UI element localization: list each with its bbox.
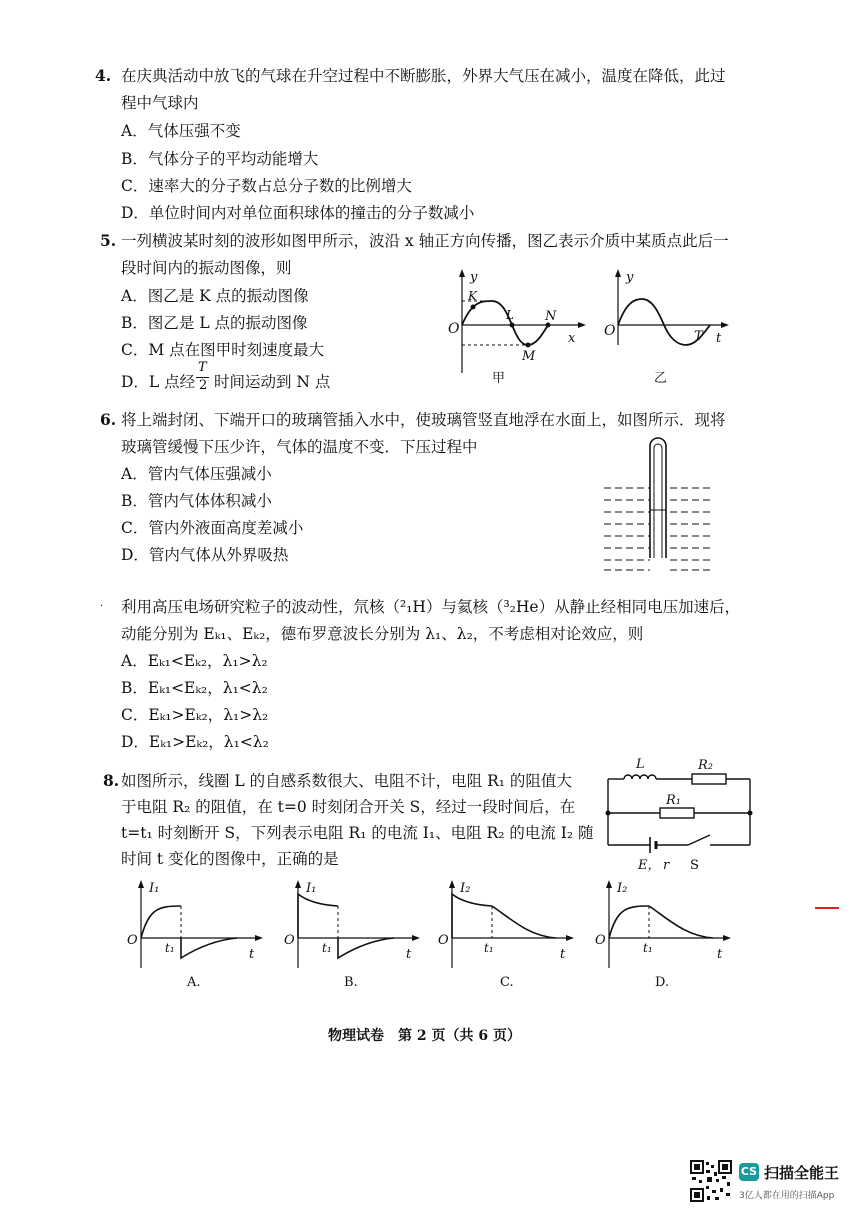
q4-stem-line2: 程中气球内 — [121, 94, 199, 112]
q5-number: 5. — [100, 231, 117, 250]
jia-origin-label: O — [448, 321, 460, 337]
circuit-diagram — [600, 755, 760, 880]
q4-option-a: A．气体压强不变 — [121, 122, 241, 140]
resistor-r1 — [660, 808, 694, 818]
q8-stem-line2: 于电阻 R₂ 的阻值，在 t=0 时刻闭合开关 S，经过一段时间后，在 — [121, 798, 576, 816]
yi-caption: 乙 — [654, 371, 668, 386]
inductor-label: L — [636, 757, 645, 772]
yi-origin-label: O — [604, 323, 616, 339]
q6-option-d: D．管内气体从外界吸热 — [121, 546, 289, 564]
camscanner-logo-icon: CS — [739, 1163, 759, 1181]
vibration-figure-yi — [600, 265, 735, 385]
jia-y-arrow — [459, 269, 465, 277]
jia-point-m — [526, 343, 531, 348]
camscanner-tagline: 3亿人都在用的扫描App — [739, 1191, 835, 1201]
graph-d-ylabel: I₂ — [617, 881, 628, 896]
tube-mask — [650, 482, 666, 576]
graph-b-ylabel: I₁ — [306, 881, 317, 896]
q5-option-c: C．M 点在图甲时刻速度最大 — [121, 341, 325, 359]
graph-c-origin: O — [438, 933, 449, 948]
resistor-r2 — [692, 774, 726, 784]
q7-option-b: B．Eₖ₁<Eₖ₂，λ₁<λ₂ — [121, 679, 268, 697]
switch-label: S — [690, 858, 699, 873]
jia-k-label: K — [468, 289, 477, 303]
jia-x-arrow — [578, 322, 586, 328]
wave-figure-jia — [440, 265, 590, 385]
jia-n-label: N — [545, 309, 557, 324]
graph-b-caption: B. — [344, 975, 358, 990]
graph-b-origin: O — [284, 933, 295, 948]
jia-m-label: M — [522, 349, 536, 364]
junction-right — [748, 811, 753, 816]
r2-label: R₂ — [698, 758, 713, 773]
yi-y-label: y — [626, 270, 634, 285]
q6-option-c: C．管内外液面高度差减小 — [121, 519, 304, 537]
emf-label: E， — [638, 858, 661, 873]
q8-stem-line1: 如图所示，线圈 L 的自感系数很大、电阻不计，电阻 R₁ 的阻值大 — [121, 772, 572, 790]
graph-c-caption: C. — [500, 975, 514, 990]
jia-x-label: x — [568, 331, 576, 346]
graph-option-c — [436, 878, 581, 988]
jia-caption: 甲 — [492, 371, 506, 386]
graph-d-caption: D. — [655, 975, 670, 990]
graph-d-origin: O — [595, 933, 606, 948]
q5-stem-line1: 一列横波某时刻的波形如图甲所示，波沿 x 轴正方向传播，图乙表示介质中某质点此后一 — [121, 232, 729, 250]
q6-option-a: A．管内气体压强减小 — [121, 465, 272, 483]
switch-s — [688, 835, 710, 845]
yi-y-arrow — [615, 269, 621, 277]
graph-b-t: t — [406, 947, 412, 962]
q4-stem-line1: 在庆典活动中放飞的气球在升空过程中不断膨胀，外界大气压在减小，温度在降低，此过 — [121, 67, 726, 85]
graph-c-t1: t₁ — [484, 941, 494, 955]
yi-t-arrow — [721, 322, 729, 328]
qr-code-icon — [690, 1160, 732, 1202]
q8-stem-line3: t=t₁ 时刻断开 S，下列表示电阻 R₁ 的电流 I₁、电阻 R₂ 的电流 I₂ 随 — [121, 824, 594, 842]
q5-option-d-post: 时间运动到 N 点 — [214, 373, 331, 391]
jia-l-label: L — [506, 308, 514, 322]
q5-option-b: B．图乙是 L 点的振动图像 — [121, 314, 308, 332]
jia-y-label: y — [470, 270, 478, 285]
graph-option-b — [282, 878, 427, 988]
q4-number: 4. — [95, 66, 112, 85]
graph-b-t1: t₁ — [322, 941, 332, 955]
red-margin-mark — [815, 907, 839, 909]
graph-a-ylabel: I₁ — [149, 881, 160, 896]
yi-t-label: t — [716, 331, 722, 346]
q4-option-c: C．速率大的分子数占总分子数的比例增大 — [121, 177, 412, 195]
q8-number: 8. — [103, 771, 120, 790]
r1-label: R₁ — [666, 793, 681, 808]
graph-c-t: t — [560, 947, 566, 962]
graph-c-ylabel: I₂ — [460, 881, 471, 896]
q5-option-a: A．图乙是 K 点的振动图像 — [121, 287, 309, 305]
q5-option-d-numerator: T — [198, 360, 207, 375]
graph-d-t1: t₁ — [643, 941, 653, 955]
q6-option-b: B．管内气体体积减小 — [121, 492, 272, 510]
inductor-coil — [624, 775, 656, 779]
q6-stem-line2: 玻璃管缓慢下压少许，气体的温度不变．下压过程中 — [121, 438, 478, 456]
q7-option-c: C．Eₖ₁>Eₖ₂，λ₁>λ₂ — [121, 706, 269, 724]
q7-option-d: D．Eₖ₁>Eₖ₂，λ₁<λ₂ — [121, 733, 269, 751]
q6-number: 6. — [100, 410, 117, 429]
graph-option-a — [125, 878, 270, 988]
q7-number-faint: · — [100, 601, 104, 612]
graph-d-t: t — [717, 947, 723, 962]
q8-stem-line4: 时间 t 变化的图像中，正确的是 — [121, 850, 339, 868]
graph-a-origin: O — [127, 933, 138, 948]
internal-r-label: r — [663, 858, 670, 873]
glass-tube-figure — [600, 430, 720, 580]
graph-a-caption: A. — [187, 975, 201, 990]
q5-stem-line2: 段时间内的振动图像，则 — [121, 259, 292, 277]
page-footer: 物理试卷 第 2 页（共 6 页） — [328, 1028, 521, 1044]
q5-option-d-pre: D．L 点经 — [121, 373, 196, 391]
graph-option-d — [593, 878, 738, 988]
junction-left — [606, 811, 611, 816]
jia-point-k — [471, 305, 476, 310]
q4-option-d: D．单位时间内对单位面积球体的撞击的分子数减小 — [121, 204, 475, 222]
graph-a-t1: t₁ — [165, 941, 175, 955]
yi-period-label: T — [694, 329, 703, 344]
q7-stem-line2: 动能分别为 Eₖ₁、Eₖ₂，德布罗意波长分别为 λ₁、λ₂，不考虑相对论效应，则 — [121, 625, 644, 643]
jia-point-l — [510, 323, 515, 328]
q7-option-a: A．Eₖ₁<Eₖ₂，λ₁>λ₂ — [121, 652, 268, 670]
q6-stem-line1: 将上端封闭、下端开口的玻璃管插入水中，使玻璃管竖直地浮在水面上，如图所示．现将 — [121, 411, 726, 429]
q4-option-b: B．气体分子的平均动能增大 — [121, 150, 319, 168]
camscanner-brand-name: 扫描全能王 — [764, 1164, 840, 1182]
q5-option-d-denominator: 2 — [199, 378, 208, 393]
graph-a-t: t — [249, 947, 255, 962]
q7-stem-line1: 利用高压电场研究粒子的波动性，氘核（²₁H）与氦核（³₂He）从静止经相同电压加速后， — [121, 598, 741, 616]
